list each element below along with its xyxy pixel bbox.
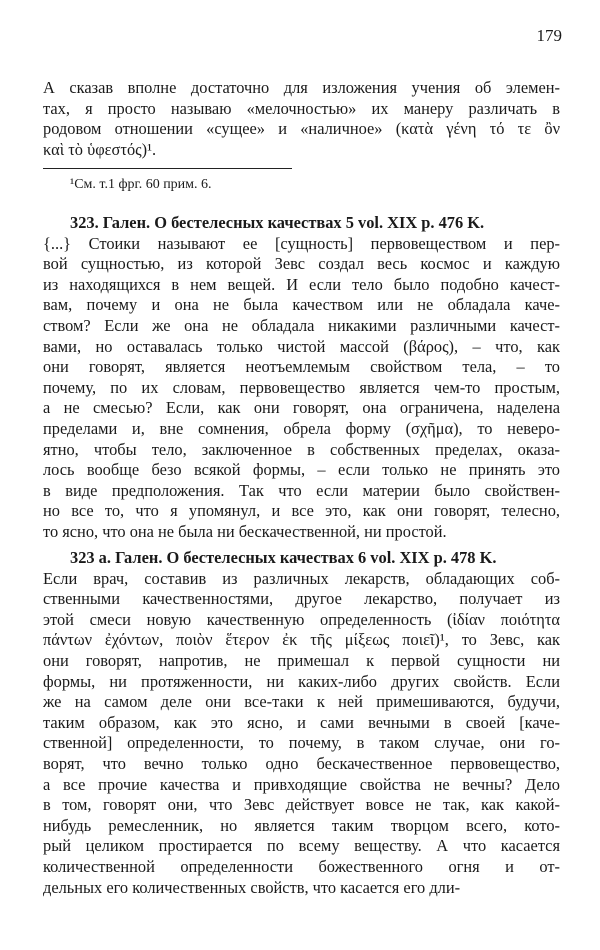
text-line: вами, но оставалась только чистой массой (βάρος), – что, как — [43, 336, 560, 356]
text-line: пределами и, вне сомнения, обрела форму (σχῆμα), то неверо- — [43, 418, 560, 438]
section-heading: 323 a. Гален. О бестелесных качествах 6 vol. XIX p. 478 K. — [70, 548, 497, 567]
text-line: дельных его количественных свойств, что касается его дли- — [43, 877, 461, 897]
section-323 — [43, 213, 560, 543]
text-line: тах, я просто называю «мелочностью» их манеру различать в — [43, 98, 560, 118]
text-line: вой сущностью, из которой Зевс создал весь космос и каждую — [43, 254, 560, 274]
text-line: почему, по их словам, первовещество является чем-то простым, — [43, 377, 560, 397]
text-line: А сказав вполне достаточно для изложения учения об элемен- — [43, 78, 560, 97]
text-line: {...} Стоики называют ее [сущность] первовеществом и пер- — [43, 233, 560, 253]
intro-paragraph — [43, 78, 560, 160]
text-line: καὶ τὸ ὑφεστός)¹. — [43, 139, 157, 159]
text-line: то ясно, что она не была ни бескачественной, ни простой. — [43, 521, 447, 541]
text-line: они говорят, напротив, не примешал к первой сущности ни — [43, 650, 560, 670]
text-line: πάντων ἐχόντων, ποιὸν ἕτερον ἐκ τῆς μίξεως ποιεῖ)¹, то Зевс, как — [43, 630, 560, 650]
text-line: ством? Если же она не обладала никакими различными качест- — [43, 315, 560, 335]
footnote-divider — [43, 168, 292, 169]
text-line: вам, почему и она не была качеством или не обладала каче- — [43, 295, 560, 315]
text-line: из находящихся в нем вещей. И если тело было подобно качест- — [43, 274, 560, 294]
text-line: Если врач, составив из различных лекарств, обладающих соб- — [43, 568, 560, 588]
text-line: ворят, что вечно только одно бескачественное первовещество, — [43, 753, 560, 773]
text-line: нибудь ремесленник, но является таким творцом всего, кото- — [43, 815, 560, 835]
text-line: но все то, что я упомянул, и все это, как они говорят, телесно, — [43, 501, 560, 521]
section-heading: 323. Гален. О бестелесных качествах 5 vol. XIX p. 476 K. — [70, 213, 485, 232]
text-line: таким образом, как это ясно, и сами вечными в своей [каче- — [43, 712, 560, 732]
text-line: ятно, чтобы тело, заключенное в собственных пределах, оказа- — [43, 439, 560, 459]
text-line: количественной определенности божественного огня и от- — [43, 856, 560, 876]
text-line: родовом отношении «сущее» и «наличное» (κατὰ γένη τό τε ὂν — [43, 119, 560, 139]
text-line: формы, ни протяженности, ни каких-либо других свойств. Если — [43, 671, 560, 691]
text-line: в виде предположения. Так что если материи было свойствен- — [43, 480, 560, 500]
text-line: они говорят, является неотъемлемым свойством тела, – то — [43, 357, 560, 377]
text-line: ственной] определенности, то почему, в таком случае, они го- — [43, 733, 560, 753]
text-line: лось вообще безо всякой формы, – если только не принять это — [43, 460, 560, 480]
text-line: же на самом деле они все-таки к ней примешиваются, будучи, — [43, 692, 560, 712]
section-323a — [43, 548, 560, 898]
text-line: рый целиком простирается по всему веществу. А что касается — [43, 836, 560, 856]
text-line: ственными качественностями, другое лекарство, получает из — [43, 589, 560, 609]
footnote: ¹См. т.1 фрг. 60 прим. 6. — [70, 177, 212, 192]
page-number: 179 — [536, 26, 562, 45]
text-line: этой смеси новую качественную определенность (ἰδίαν ποιότητα — [43, 609, 560, 629]
text-line: а все прочие качества и привходящие свойства не вечны? Дело — [43, 774, 560, 794]
text-line: а не смесью? Если, как они говорят, она ограничена, наделена — [43, 398, 560, 418]
text-line: в том, говорят они, что Зевс действует вовсе не так, как какой- — [43, 795, 560, 815]
